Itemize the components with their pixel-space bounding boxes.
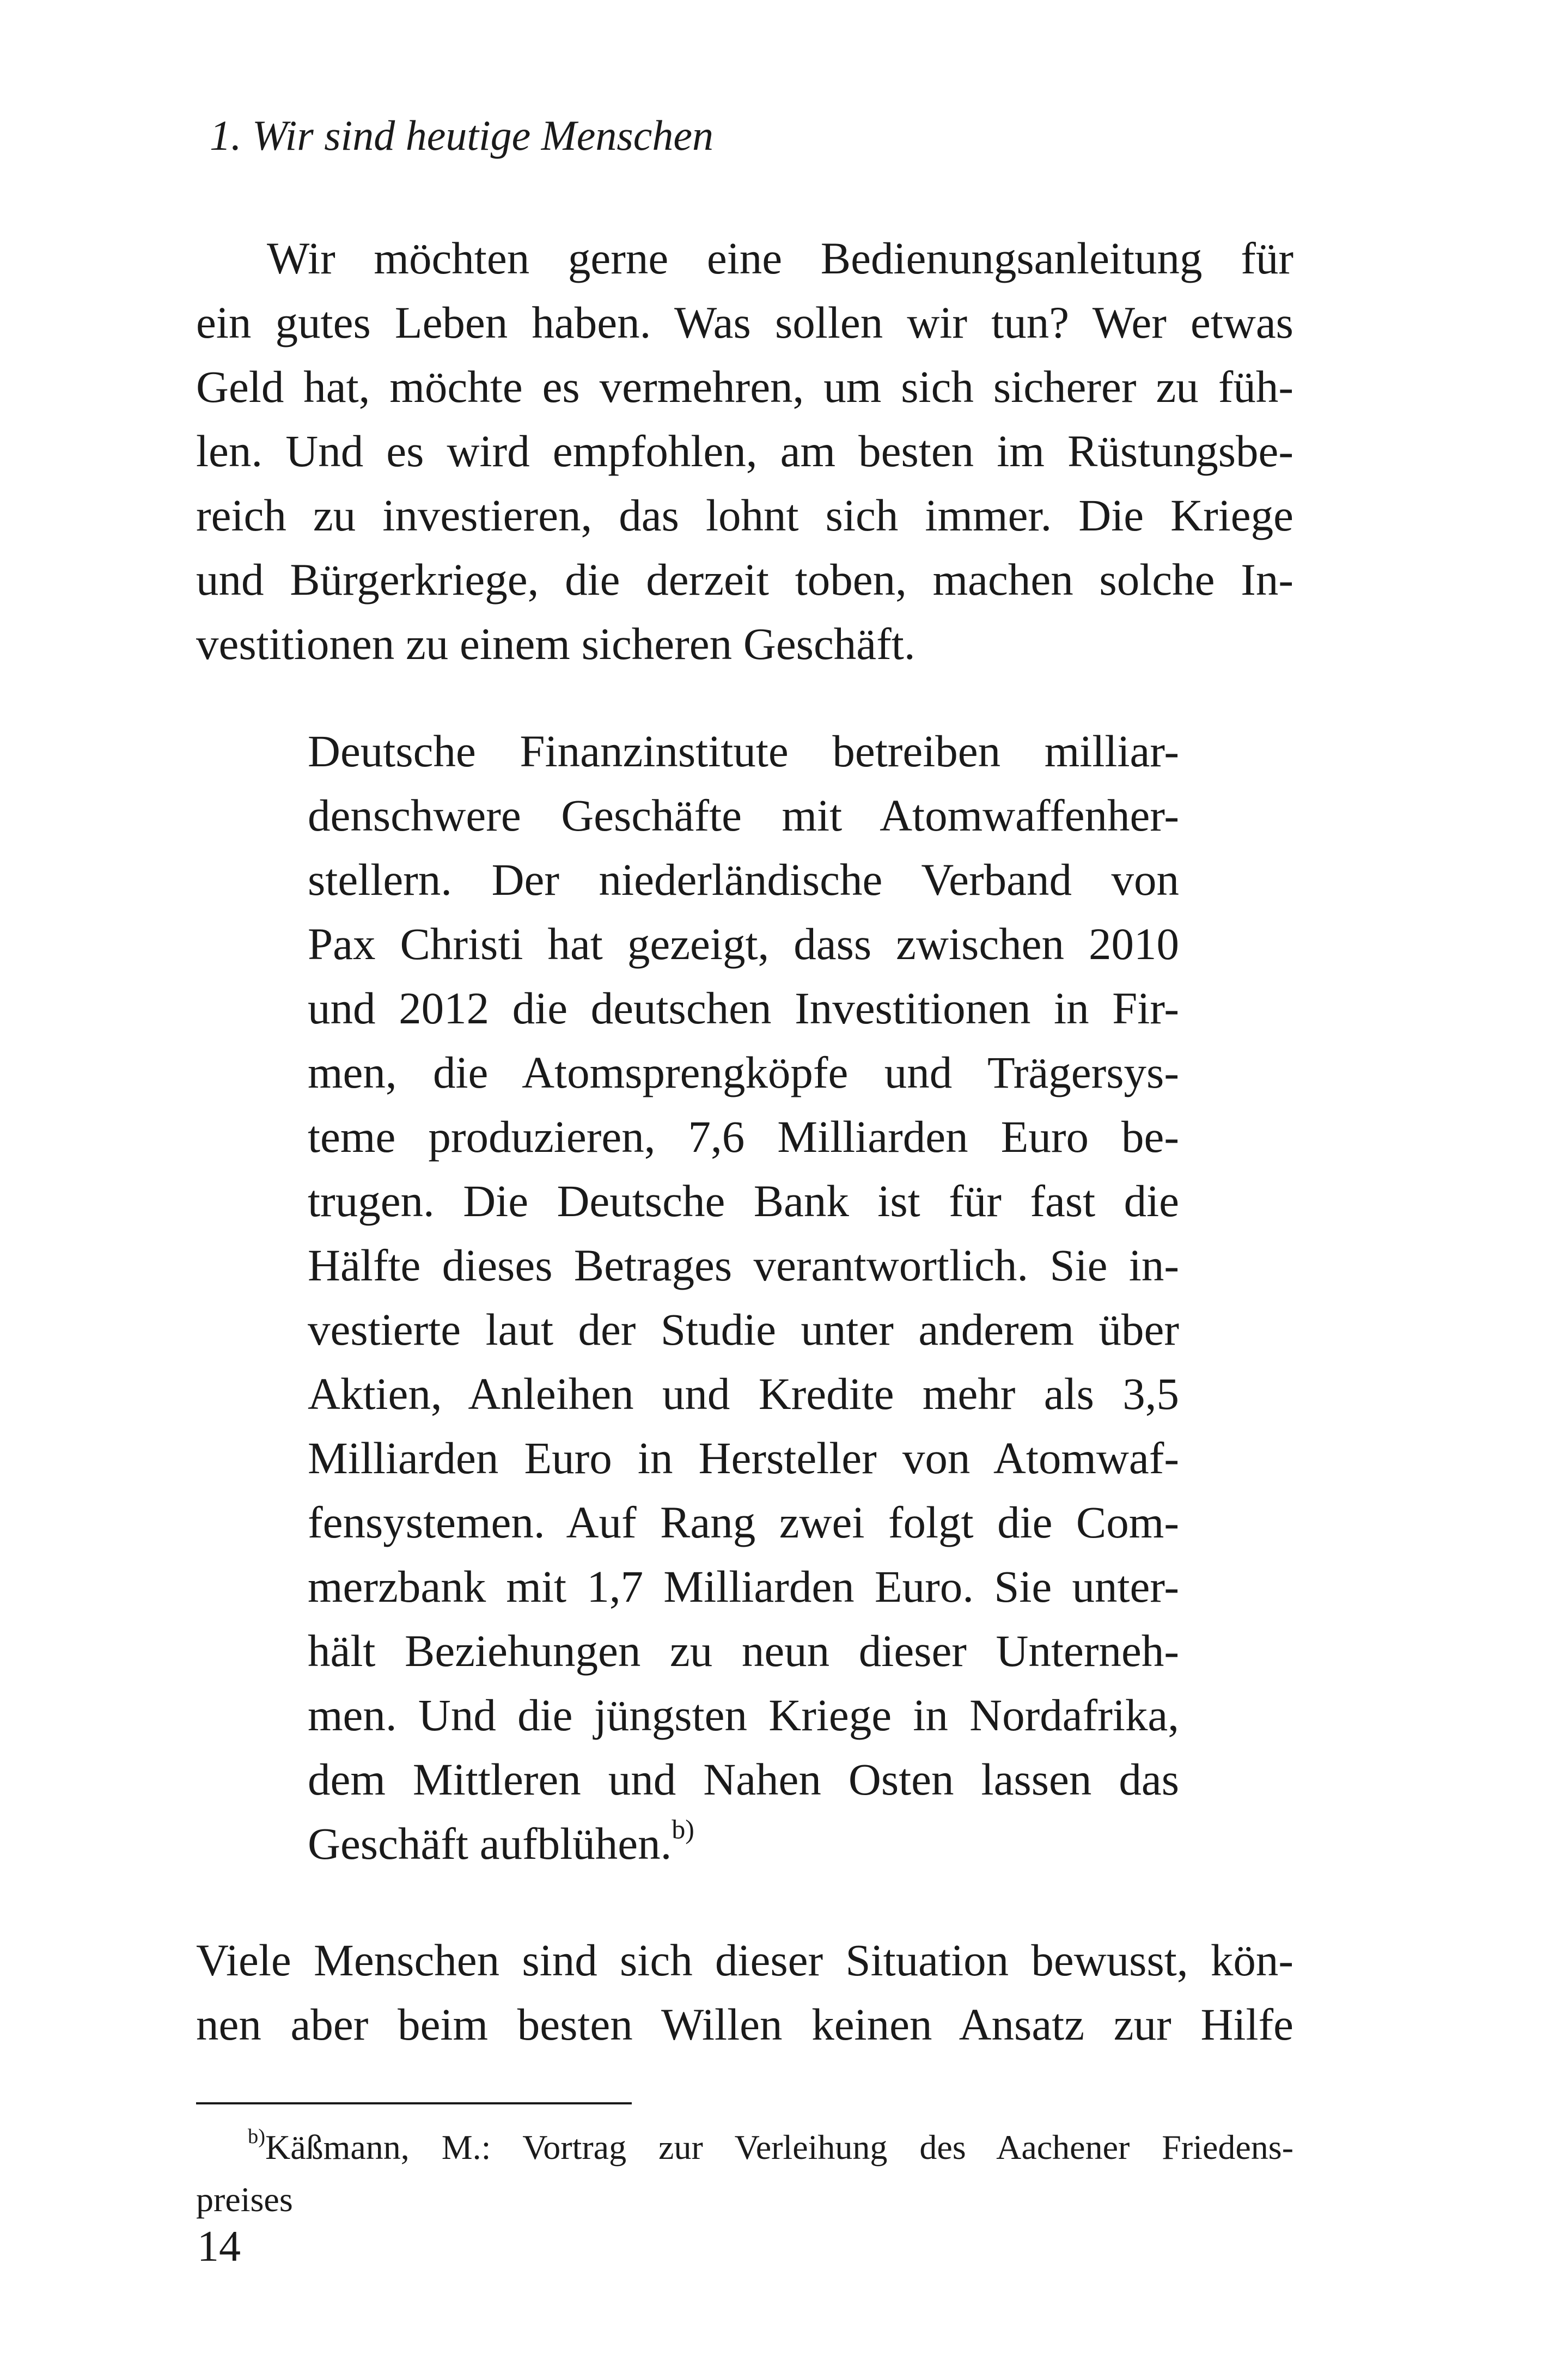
quote-line: Pax Christi hat gezeigt, dass zwischen 2010 — [308, 919, 1179, 969]
quote-last-line — [308, 1811, 1179, 1876]
quote-line: vestierte laut der Studie unter anderem über — [308, 1304, 1179, 1354]
quote-line: stellern. Der niederländische Verband von — [308, 855, 1179, 905]
quote-line: Deutsche Finanzinstitute betreiben milliar- — [308, 726, 1179, 776]
text-line: len. Und es wird empfohlen, am besten im Rüstungsbe- — [196, 426, 1293, 476]
text-line: reich zu investieren, das lohnt sich immer. Die Kriege — [196, 490, 1293, 540]
quote-line: Aktien, Anleihen und Kredite mehr als 3,5 — [308, 1369, 1179, 1419]
quote-line: hält Beziehungen zu neun dieser Unterneh- — [308, 1626, 1179, 1676]
quote-line: Milliarden Euro in Hersteller von Atomwaf- — [308, 1433, 1179, 1483]
block-quote — [308, 719, 1179, 1876]
quote-line: teme produzieren, 7,6 Milliarden Euro be- — [308, 1112, 1179, 1162]
text-line: ein gutes Leben haben. Was sollen wir tun? Wer etwas — [196, 297, 1293, 347]
text-line: vestitionen zu einem sicheren Geschäft. — [196, 619, 916, 669]
quote-line: dem Mittleren und Nahen Osten lassen das — [308, 1754, 1179, 1804]
page-number: 14 — [197, 2223, 241, 2271]
footnote-divider — [196, 2102, 632, 2104]
quote-line-text: Geschäft aufblühen. — [308, 1818, 672, 1869]
footnote-line: preises — [196, 2180, 293, 2219]
quote-line: trugen. Die Deutsche Bank ist für fast die — [308, 1176, 1179, 1226]
footnote-line — [196, 2121, 1293, 2174]
text-line: Geld hat, möchte es vermehren, um sich sicherer zu füh- — [196, 362, 1293, 412]
body-paragraph — [196, 226, 1293, 676]
quote-line: und 2012 die deutschen Investitionen in Fir- — [308, 983, 1179, 1033]
text-line: Wir möchten gerne eine Bedienungsanleitung für — [267, 233, 1293, 283]
quote-line: merzbank mit 1,7 Milliarden Euro. Sie unter- — [308, 1561, 1179, 1612]
text-line: Viele Menschen sind sich dieser Situation bewusst, kön- — [196, 1935, 1293, 1985]
text-line: und Bürgerkriege, die derzeit toben, machen solche In- — [196, 554, 1293, 605]
footnote-marker: b) — [248, 2125, 265, 2149]
quote-line: men. Und die jüngsten Kriege in Nordafrika, — [308, 1690, 1179, 1740]
text-line: nen aber beim besten Willen keinen Ansatz zur Hilfe — [196, 1999, 1293, 2049]
quote-line: men, die Atomsprengköpfe und Trägersys- — [308, 1047, 1179, 1097]
body-paragraph-continued — [196, 1928, 1293, 2056]
quote-line: fensystemen. Auf Rang zwei folgt die Com- — [308, 1497, 1179, 1547]
quote-line: Hälfte dieses Betrages verantwortlich. Sie in- — [308, 1240, 1179, 1290]
footnote — [196, 2121, 1293, 2226]
quote-line: denschwere Geschäfte mit Atomwaffenher- — [308, 790, 1179, 840]
footnote-text: Käßmann, M.: Vortrag zur Verleihung des Aachener Friedens- — [265, 2128, 1293, 2167]
footnote-reference[interactable]: b) — [672, 1814, 694, 1845]
running-header: 1. Wir sind heutige Menschen — [210, 112, 713, 159]
